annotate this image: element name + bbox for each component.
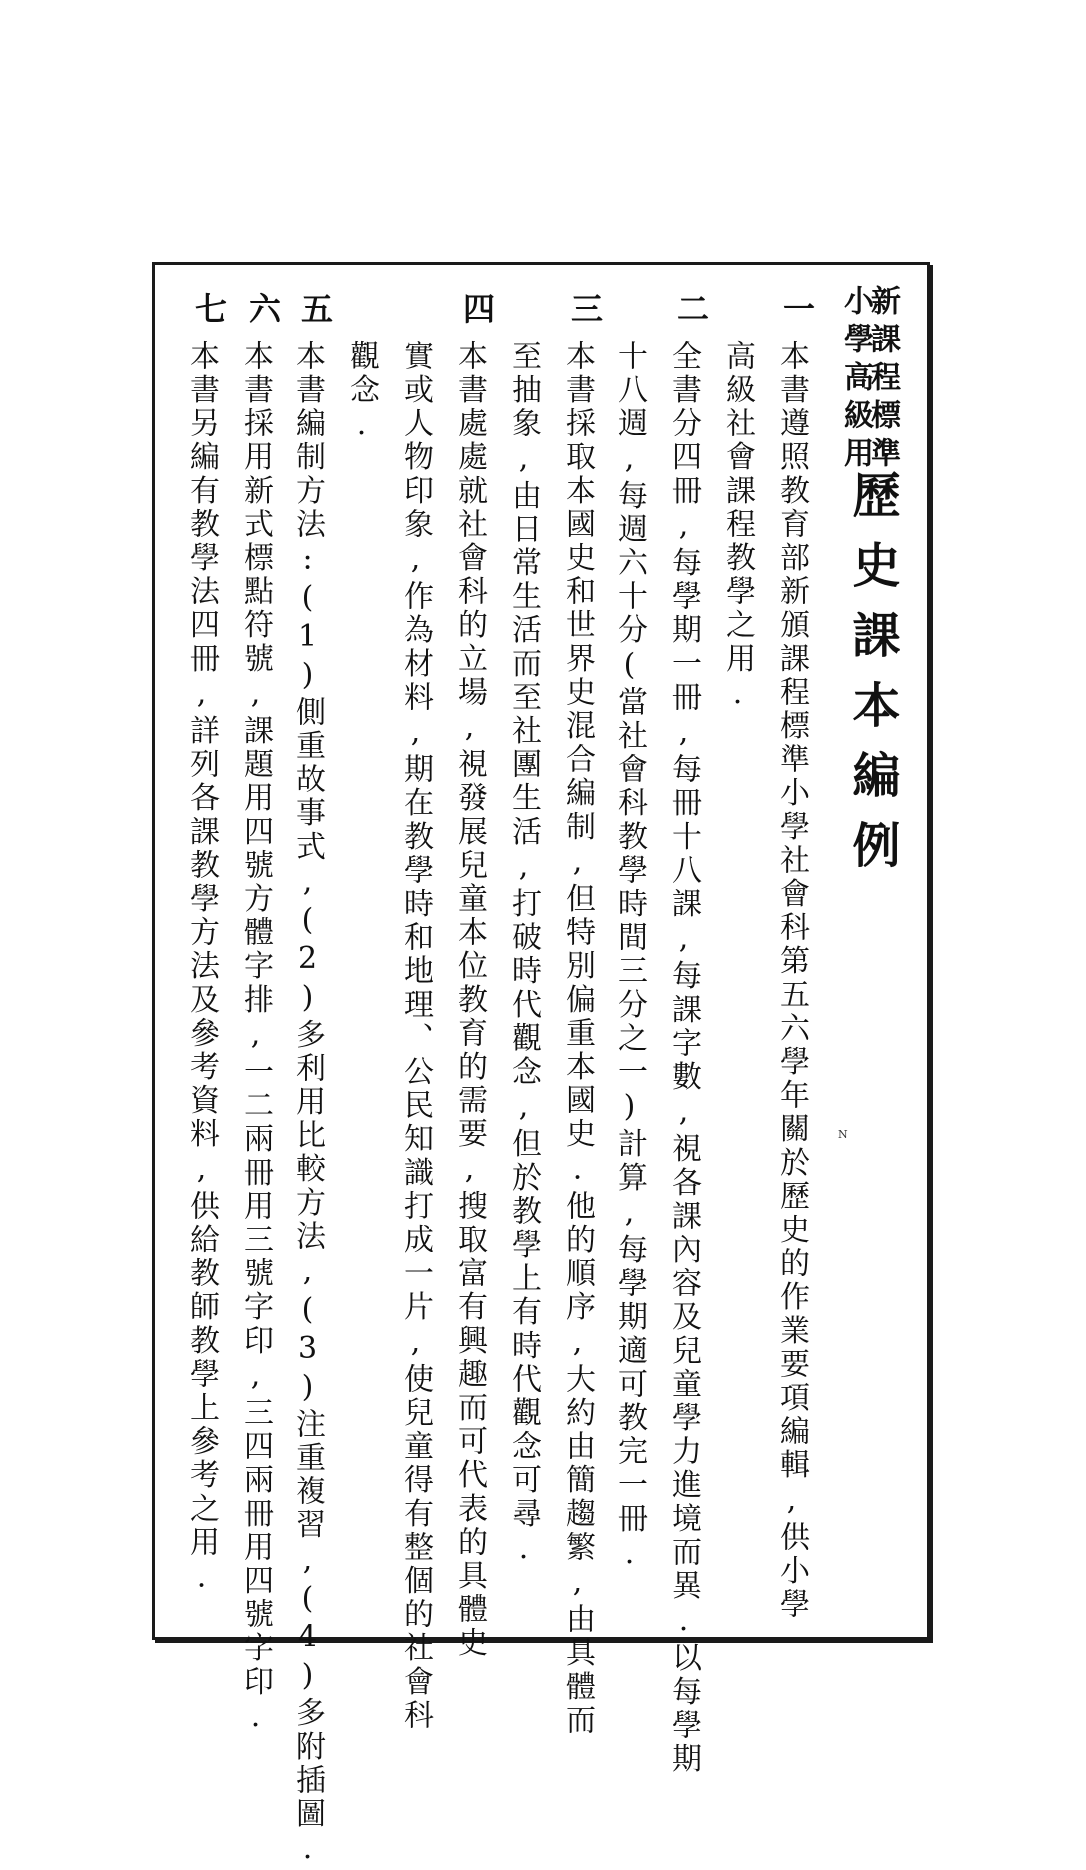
item-3-line-1: 本書採取本國史和世界史混合編制,但特別偏重本國史.他的順序,大約由簡趨繁,由具體而 bbox=[560, 340, 595, 1738]
item-3-line-2: 至抽象,由日常生活而至社團生活,打破時代觀念,但於教學上有時代觀念可尋. bbox=[506, 340, 541, 1570]
item-2-line-1: 全書分四冊,每學期一冊,每冊十八課,每課字數,視各課內容及兒童學力進境而異.以每學期 bbox=[666, 340, 701, 1777]
item-number-6: 六 bbox=[244, 292, 282, 324]
item-number-5: 五 bbox=[296, 292, 334, 324]
item-4-line-3: 觀念. bbox=[344, 340, 379, 446]
item-2-line-2: 十八週,每週六十分(當社會科教學時間三分之一)計算,每學期適可教完一冊. bbox=[612, 340, 647, 1575]
item-number-7: 七 bbox=[190, 292, 228, 324]
item-4-line-2: 實或人物印象,作為材料,期在教學時和地理、公民知識打成一片,使兒童得有整個的社會科 bbox=[398, 340, 433, 1733]
item-7-line-1: 本書另編有教學法四冊,詳列各課教學方法及參考資料,供給教師教學上參考之用. bbox=[184, 340, 219, 1599]
item-1-line-2: 高級社會課程教學之用. bbox=[720, 340, 755, 715]
page-title: 歷史課本編例 bbox=[844, 470, 900, 890]
item-number-1: 一 bbox=[778, 292, 816, 324]
item-4-line-1: 本書處處就社會科的立場,視發展兒童本位教育的需要,搜取富有興趣而可代表的具體史 bbox=[452, 340, 487, 1661]
item-5-line-1: 本書編制方法:(1)側重故事式,(2)多利用比較方法,(3)注重複習,(4)多附插圖. bbox=[290, 340, 325, 1870]
item-6-line-1: 本書採用新式標點符號,課題用四號方體字排,一二兩冊用三號字印,三四兩冊用四號字印. bbox=[238, 340, 273, 1738]
item-1-line-1: 本書遵照教育部新頒課程標準小學社會科第五六學年關於歷史的作業要項編輯,供小學 bbox=[774, 340, 809, 1622]
item-number-3: 三 bbox=[566, 292, 604, 324]
series-label-line1: 新課程標準 bbox=[865, 285, 900, 475]
item-number-4: 四 bbox=[458, 292, 496, 324]
item-number-2: 二 bbox=[672, 292, 710, 324]
stray-print-mark: N bbox=[838, 1128, 848, 1141]
series-label-line2: 小學高級用 bbox=[838, 285, 873, 475]
